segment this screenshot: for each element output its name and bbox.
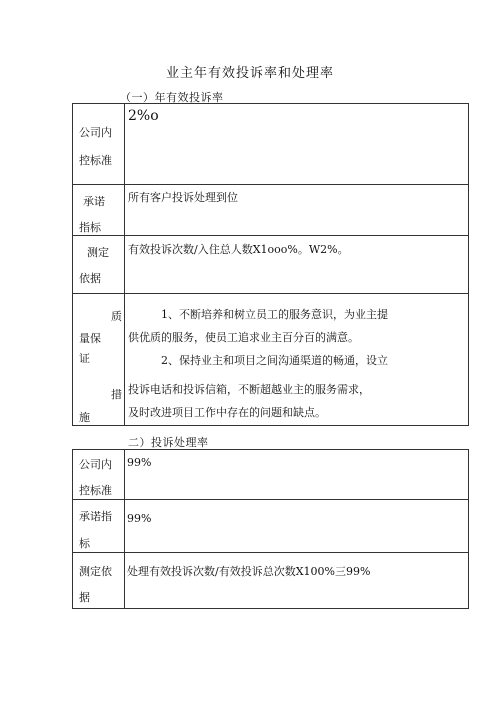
complaint-handling-table: [72, 449, 469, 609]
row-label-cell: [73, 500, 125, 553]
measure-line: 供优质的服务，使员工追求业主百分百的满意。: [128, 331, 359, 344]
table-row: [73, 500, 469, 553]
row-label-line: 控标准: [79, 154, 112, 167]
row-label-line: 施: [79, 411, 90, 424]
row-label-cell: [73, 185, 125, 236]
row-label-line: 依据: [79, 272, 101, 285]
row-value-cell: [125, 236, 469, 294]
measure-line: 2、保持业主和项目之间沟通渠道的畅通，设立: [161, 354, 388, 367]
table-row: [73, 185, 469, 236]
table-row: [73, 294, 469, 426]
measure-line: 1、不断培养和树立员工的服务意识，为业主提: [161, 308, 388, 321]
row-label-line: 措: [111, 388, 122, 401]
complaint-rate-table: [72, 103, 469, 426]
row-label-cell: [73, 294, 125, 426]
row-label-line: 公司内: [79, 458, 112, 471]
row-label-line: 证: [79, 352, 90, 365]
section-heading-2: 二）投诉处理率: [128, 436, 209, 449]
row-label-line: 控标准: [79, 484, 112, 497]
row-value-cell: [125, 104, 469, 185]
row-value-cell: [125, 450, 469, 500]
row-value-cell: [125, 185, 469, 236]
row-value: 所有客户投诉处理到位: [128, 191, 238, 204]
row-label-cell: [73, 104, 125, 185]
table-row: [73, 104, 469, 185]
table-row: [73, 236, 469, 294]
measure-line: 及时改进项目工作中存在的问题和缺点。: [128, 406, 326, 419]
row-label-line: 量保: [79, 332, 101, 345]
row-value-cell: [125, 500, 469, 553]
row-label-line: 公司内: [79, 126, 112, 139]
section-heading-1: （一）年有效投诉率: [120, 91, 224, 104]
row-label-line: 测定: [87, 246, 109, 259]
row-value: 99%: [127, 512, 152, 525]
table-row: [73, 553, 469, 609]
row-value: 有效投诉次数/入住总人数X1ooo%。W2%。: [128, 243, 349, 256]
row-label-cell: [73, 553, 125, 609]
row-value-cell: [125, 294, 469, 426]
page-title: 业主年有效投诉率和处理率: [165, 66, 334, 81]
row-label-line: 测定依: [79, 565, 112, 578]
row-label-line: 承诺指: [79, 510, 112, 523]
row-label-line: 指标: [79, 221, 101, 234]
row-label-line: 质: [111, 310, 122, 323]
row-label-cell: [73, 450, 125, 500]
measure-line: 投诉电话和投诉信箱，不断超越业主的服务需求，: [128, 383, 370, 396]
row-value: 99%: [127, 456, 152, 469]
row-value-cell: [125, 553, 469, 609]
row-label-line: 承诺: [83, 195, 105, 208]
row-label-cell: [73, 236, 125, 294]
row-value: 2%o: [128, 108, 159, 124]
row-label-line: 据: [79, 591, 90, 604]
row-label-line: 标: [79, 537, 90, 550]
row-value: 处理有效投诉次数/有效投诉总次数X100%三99%: [127, 565, 371, 578]
table-row: [73, 450, 469, 500]
